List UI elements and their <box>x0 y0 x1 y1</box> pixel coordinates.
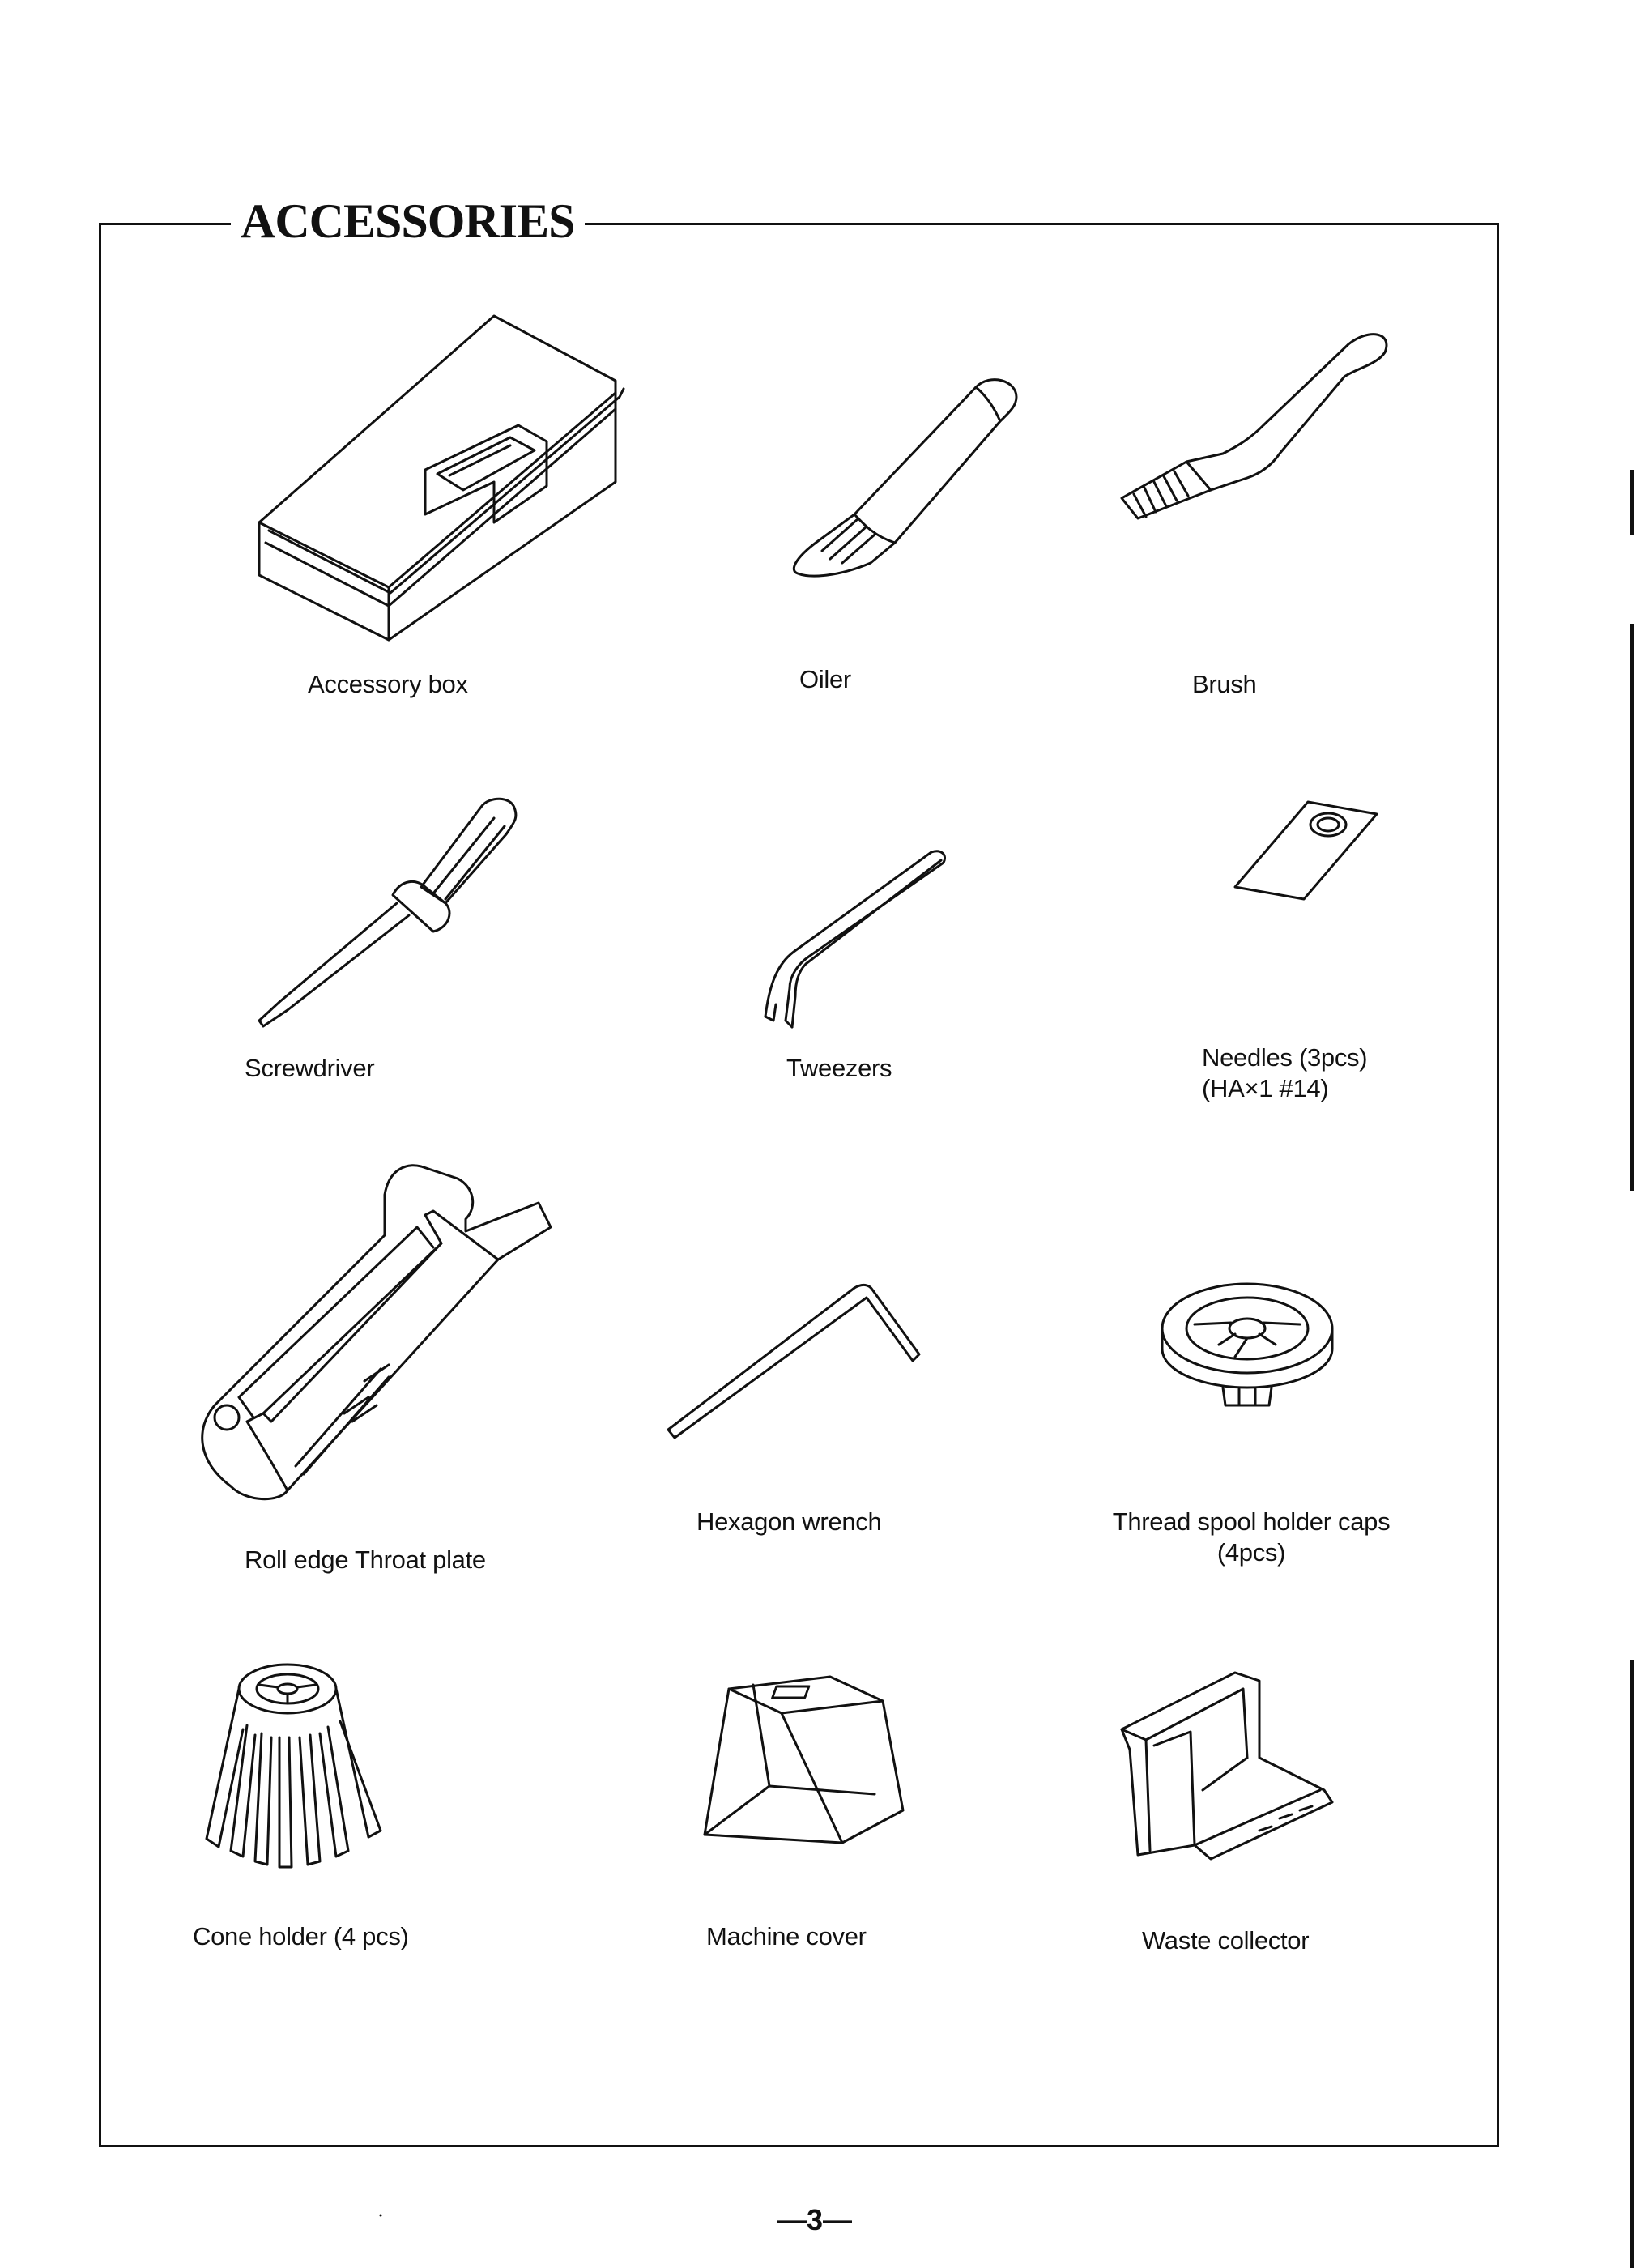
accessory-box-icon <box>251 308 672 648</box>
waste-collector-icon <box>1114 1669 1357 1863</box>
item-label: Machine cover <box>706 1922 867 1950</box>
hexagon-wrench-icon <box>660 1280 927 1442</box>
cone-holder-icon <box>198 1652 409 1879</box>
item-label: Brush <box>1192 670 1257 698</box>
item-label: Hexagon wrench <box>696 1507 882 1536</box>
tweezers-icon <box>729 842 956 1037</box>
item-label: Oiler <box>799 665 851 693</box>
oiler-icon <box>773 364 1033 591</box>
spool-caps-label-line2: (4pcs) <box>1216 1538 1286 1567</box>
item-label <box>1097 1507 1405 1568</box>
item-label: Cone holder (4 pcs) <box>193 1922 409 1950</box>
spool-cap-icon <box>1154 1276 1340 1413</box>
item-label: Accessory box <box>308 670 468 698</box>
item-label: Tweezers <box>786 1054 892 1082</box>
needles-label-line1: Needles (3pcs) <box>1202 1043 1368 1072</box>
machine-cover-icon <box>701 1673 911 1851</box>
scan-edge-mark <box>1630 1660 1634 2268</box>
page-title: ACCESSORIES <box>231 193 585 249</box>
page-number: —3— <box>777 2203 853 2236</box>
spool-caps-label-line1: Thread spool holder caps <box>1112 1507 1391 1536</box>
item-label <box>1202 1042 1367 1104</box>
needles-icon <box>1227 794 1389 907</box>
brush-icon <box>1114 324 1397 543</box>
item-label: Roll edge Throat plate <box>245 1545 486 1574</box>
needles-label-line2: (HA×1 #14) <box>1202 1074 1329 1102</box>
screwdriver-icon <box>247 790 522 1033</box>
item-label: Waste collector <box>1142 1926 1310 1955</box>
scan-edge-mark <box>1630 470 1634 535</box>
scan-edge-mark <box>1630 624 1634 1191</box>
throat-plate-icon <box>182 1138 571 1511</box>
item-label: Screwdriver <box>245 1054 375 1082</box>
